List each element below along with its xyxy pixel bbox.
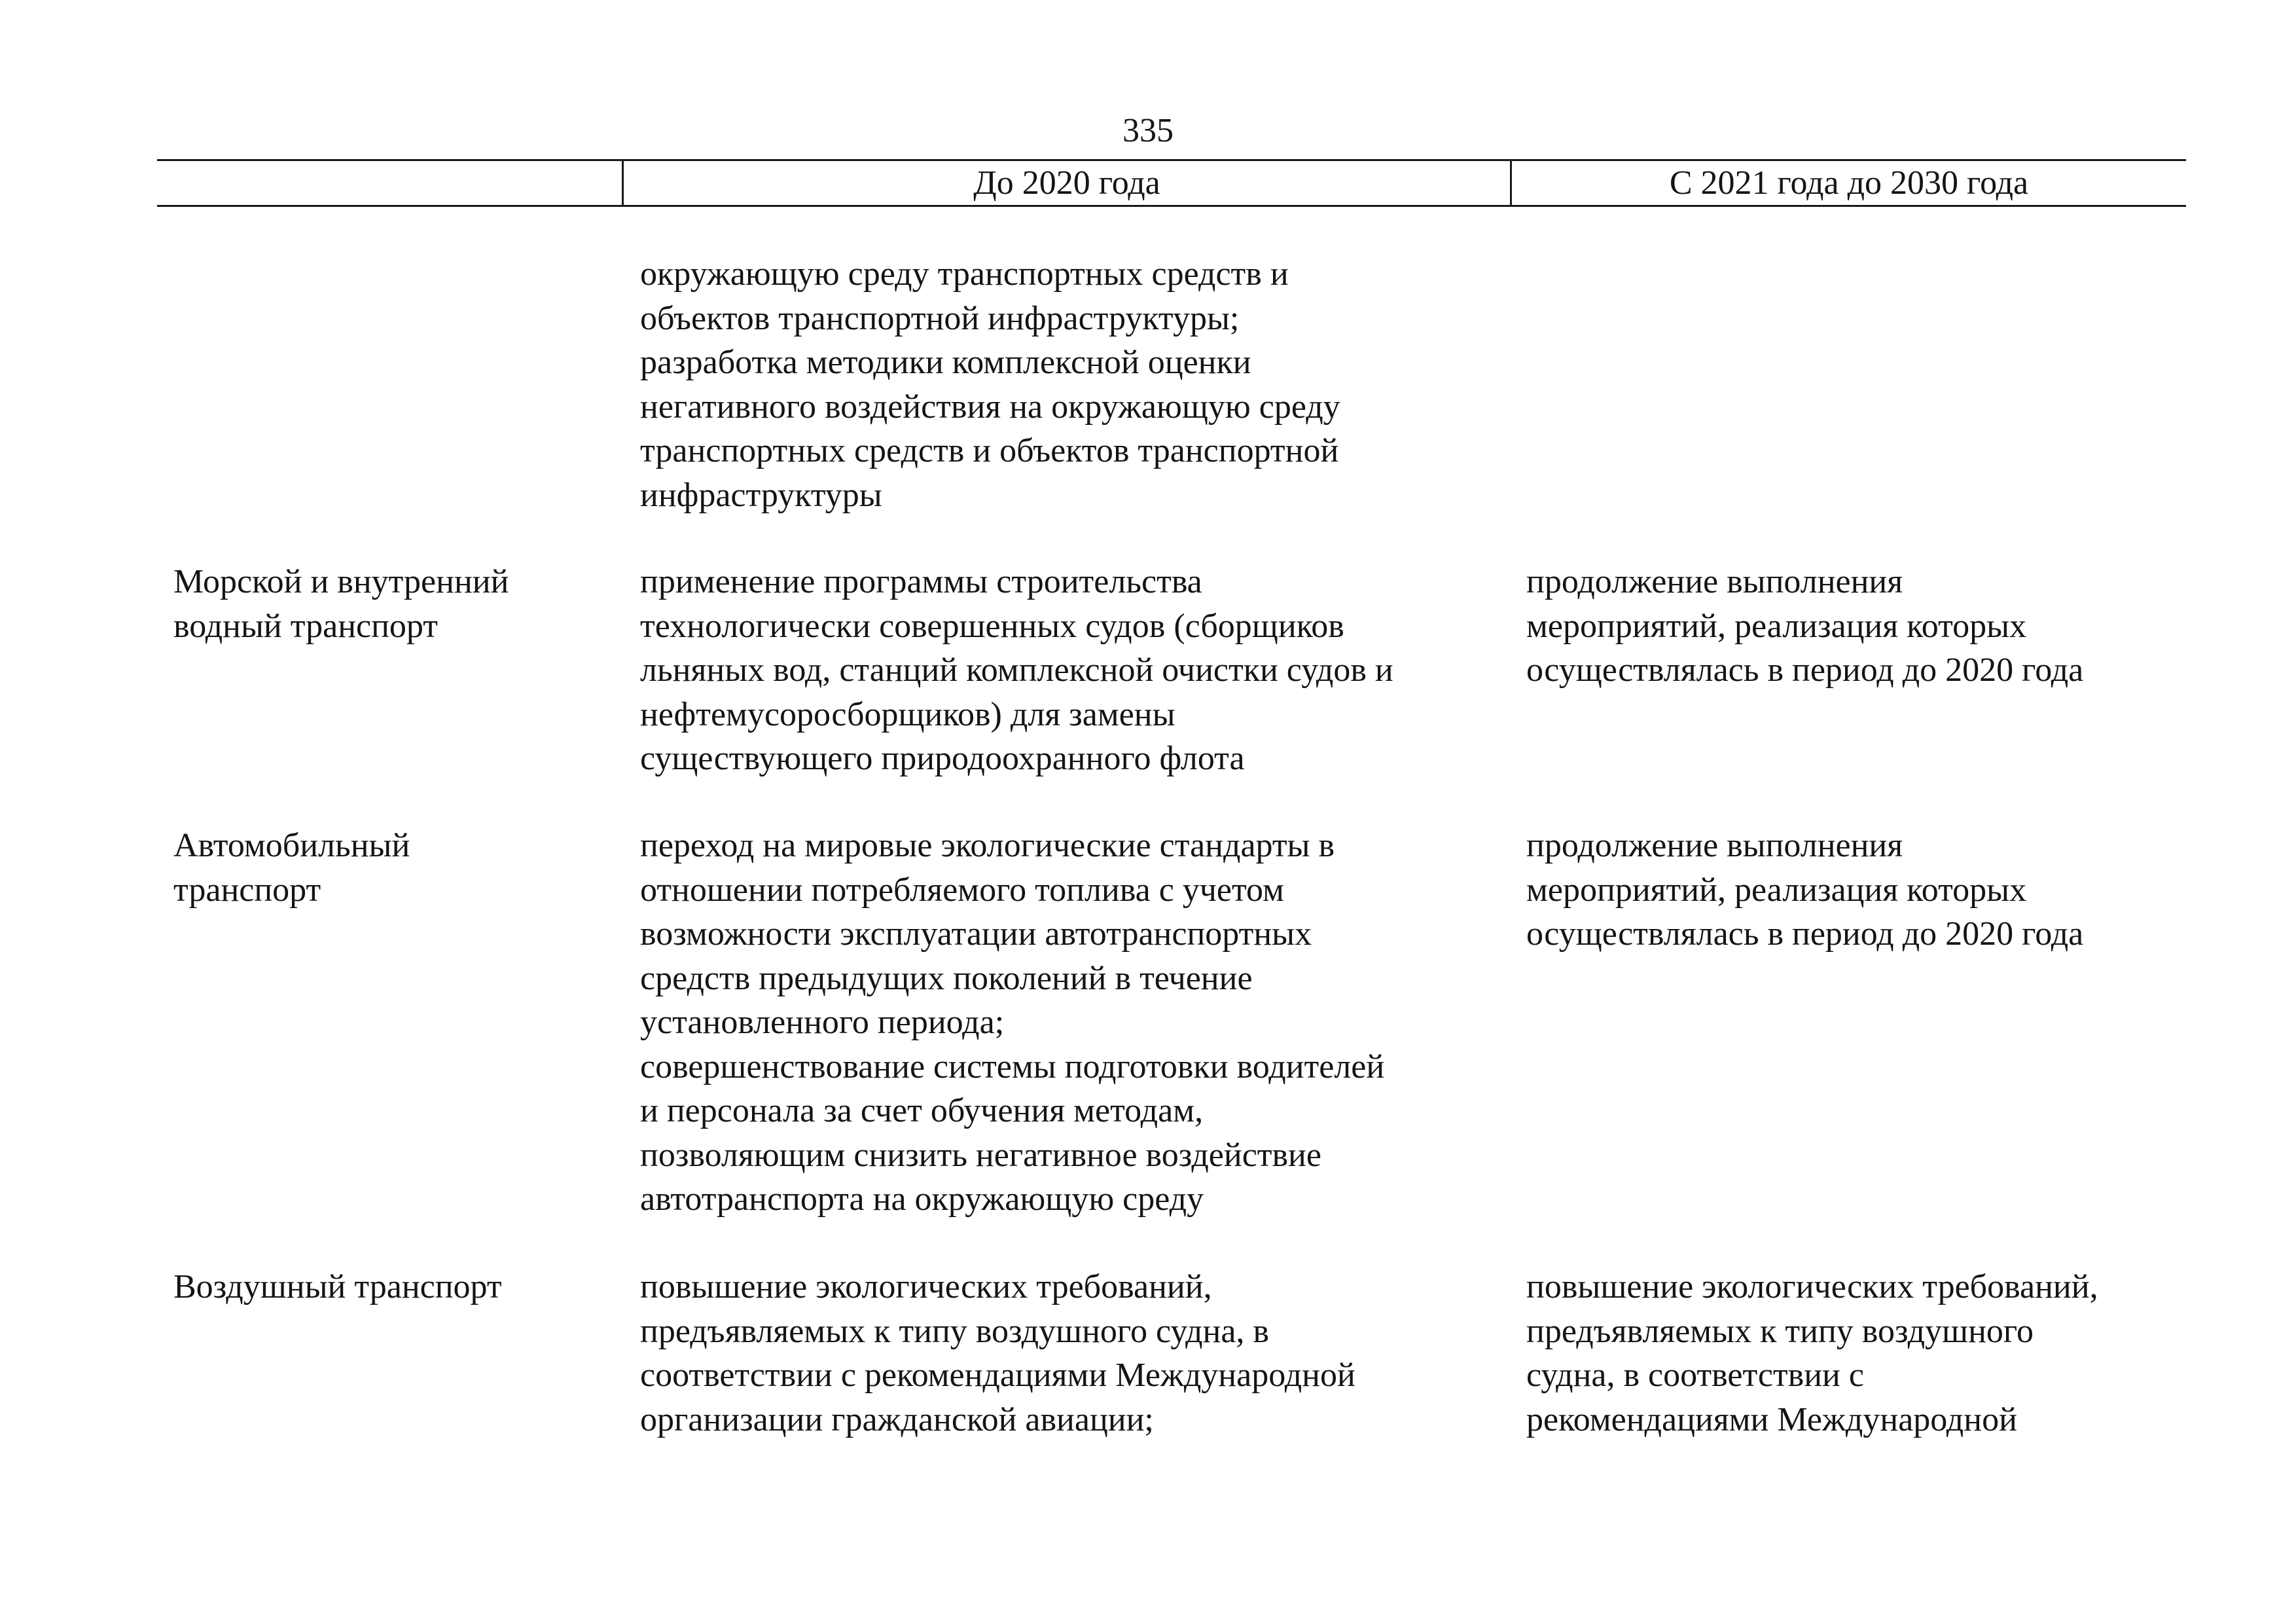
text-line: рекомендациями Международной (1526, 1400, 2017, 1438)
text-line: судна, в соответствии с (1526, 1357, 1864, 1394)
row-right-road-transport (1526, 824, 2187, 957)
text-line: льняных вод, станций комплексной очистки судов и (640, 651, 1393, 689)
text-line: средств предыдущих поколений в течение (640, 959, 1253, 997)
text-line: соответствии с рекомендациями Международной (640, 1357, 1355, 1394)
text-line: осуществлялась в период до 2020 года (1526, 651, 2084, 689)
row-right-water-transport (1526, 560, 2187, 693)
text-line: продолжение выполнения (1526, 827, 1903, 864)
text-line: позволяющим снизить негативное воздействие (640, 1136, 1321, 1174)
text-line: окружающую среду транспортных средств и (640, 255, 1289, 293)
column-header-2021-2030: С 2021 года до 2030 года (1669, 164, 2029, 202)
text-line: переход на мировые экологические стандарты в (640, 827, 1335, 864)
text-line: автотранспорта на окружающую среду (640, 1180, 1204, 1218)
text-line: мероприятий, реализация которых (1526, 871, 2027, 909)
text-line: установленного периода; (640, 1004, 1005, 1041)
text-line: отношении потребляемого топлива с учетом (640, 871, 1284, 909)
header-rule-bottom (157, 205, 2186, 207)
text-line: нефтемусоросборщиков) для замены (640, 695, 1175, 733)
row-right-air-transport (1526, 1265, 2187, 1442)
text-line: продолжение выполнения (1526, 563, 1903, 600)
text-line: совершенствование системы подготовки водителей (640, 1048, 1385, 1085)
text-line: негативного воздействия на окружающую среду (640, 388, 1340, 426)
text-line: мероприятий, реализация которых (1526, 607, 2027, 645)
page-number: 335 (1122, 112, 1174, 149)
continuation-cell (640, 252, 1511, 517)
text-line: предъявляемых к типу воздушного (1526, 1312, 2034, 1350)
text-line: Автомобильный (173, 827, 410, 864)
text-line: существующего природоохранного флота (640, 740, 1245, 777)
text-line: Воздушный транспорт (173, 1268, 502, 1305)
row-mid-air-transport (640, 1265, 1511, 1442)
text-line: возможности эксплуатации автотранспортных (640, 915, 1312, 953)
text-line: объектов транспортной инфраструктуры; (640, 299, 1240, 337)
text-line: разработка методики комплексной оценки (640, 344, 1251, 381)
row-mid-road-transport (640, 824, 1511, 1222)
row-label-water-transport (173, 560, 605, 648)
text-line: инфраструктуры (640, 476, 882, 514)
text-line: предъявляемых к типу воздушного судна, в (640, 1312, 1269, 1350)
text-line: водный транспорт (173, 607, 438, 645)
text-line: применение программы строительства (640, 563, 1202, 600)
row-label-road-transport (173, 824, 605, 912)
row-mid-water-transport (640, 560, 1511, 781)
text-line: осуществлялась в период до 2020 года (1526, 915, 2084, 953)
text-line: технологически совершенных судов (сборщиков (640, 607, 1344, 645)
text-line: транспортных средств и объектов транспортной (640, 432, 1339, 469)
text-line: и персонала за счет обучения методам, (640, 1092, 1204, 1129)
text-line: повышение экологических требований, (1526, 1268, 2098, 1305)
text-line: Морской и внутренний (173, 563, 509, 600)
column-header-until-2020: До 2020 года (973, 164, 1160, 202)
text-line: транспорт (173, 871, 321, 909)
row-label-air-transport (173, 1265, 605, 1309)
text-line: организации гражданской авиации; (640, 1400, 1154, 1438)
text-line: повышение экологических требований, (640, 1268, 1212, 1305)
